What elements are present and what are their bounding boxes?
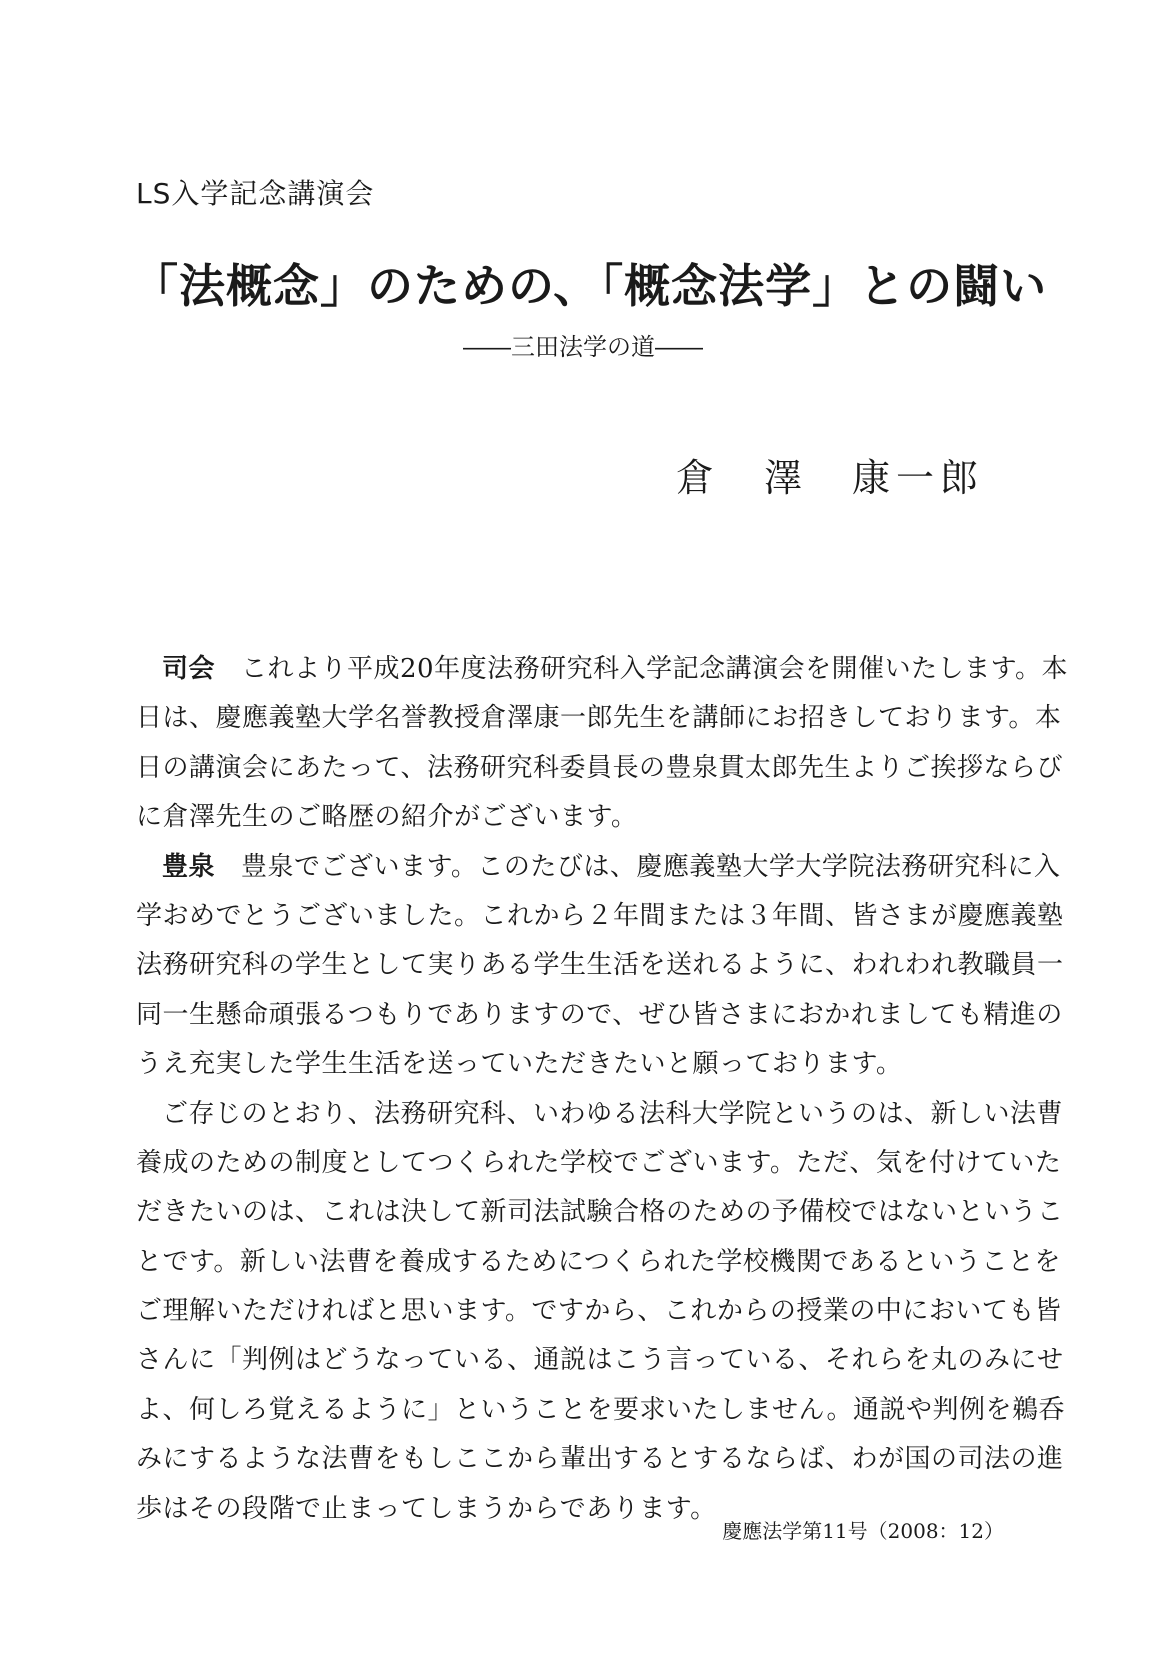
text-line: 学おめでとうございました。これから２年間または３年間、皆さまが慶應義塾 bbox=[136, 900, 1064, 931]
text-line: 歩はその段階で止まってしまうからであります。 bbox=[136, 1493, 717, 1524]
paragraph bbox=[136, 843, 1061, 892]
text-line: よ、何しろ覚えるように」ということを要求いたしません。通説や判例を鵜呑 bbox=[136, 1394, 1066, 1425]
text-line: 同一生懸命頑張るつもりでありますので、ぜひ皆さまにおかれましても精進の bbox=[136, 999, 1063, 1030]
series-label: LS入学記念講演会 bbox=[136, 177, 375, 210]
text-line: 養成のための制度としてつくられた学校でございます。ただ、気を付けていた bbox=[136, 1147, 1062, 1178]
speaker-label: 豊泉 bbox=[162, 851, 216, 882]
text-line: ご理解いただければと思います。ですから、これからの授業の中においても皆 bbox=[136, 1296, 1062, 1327]
article-title: 「法概念」のための、「概念法学」との闘い bbox=[132, 259, 1048, 313]
body-text bbox=[136, 645, 1069, 1534]
text-line: 法務研究科の学生として実りある学生生活を送れるように、われわれ教職員一 bbox=[136, 950, 1064, 981]
article-subtitle: ――三田法学の道―― bbox=[463, 333, 703, 361]
text-line: だきたいのは、これは決して新司法試験合格のための予備校ではないというこ bbox=[136, 1197, 1064, 1228]
text-line: に倉澤先生のご略歴の紹介がございます。 bbox=[136, 802, 638, 833]
text-line: 日は、慶應義塾大学名誉教授倉澤康一郎先生を講師にお招きしております。本 bbox=[136, 703, 1062, 734]
text-line: これより平成20年度法務研究科入学記念講演会を開催いたします。本 bbox=[241, 654, 1069, 684]
journal-citation: 慶應法学第11号（2008：12） bbox=[722, 1519, 1004, 1543]
text-line: とです。新しい法曹を養成するためにつくられた学校機関であるということを bbox=[136, 1246, 1061, 1277]
text-line: ご存じのとおり、法務研究科、いわゆる法科大学院というのは、新しい法曹 bbox=[162, 1098, 1064, 1129]
speaker-label: 司会 bbox=[162, 654, 216, 684]
text-line: うえ充実した学生生活を送っていただきたいと願っております。 bbox=[136, 1049, 903, 1080]
text-line: 豊泉でございます。このたびは、慶應義塾大学大学院法務研究科に入 bbox=[241, 851, 1061, 882]
author-name: 倉 澤 康一郎 bbox=[676, 456, 985, 500]
text-line: みにするような法曹をもしここから輩出するとするならば、わが国の司法の進 bbox=[136, 1444, 1064, 1475]
text-line: さんに「判例はどうなっている、通説はこう言っている、それらを丸のみにせ bbox=[136, 1345, 1064, 1376]
text-line: 日の講演会にあたって、法務研究科委員長の豊泉貫太郎先生よりご挨拶ならび bbox=[136, 752, 1063, 783]
paragraph bbox=[136, 645, 1069, 694]
